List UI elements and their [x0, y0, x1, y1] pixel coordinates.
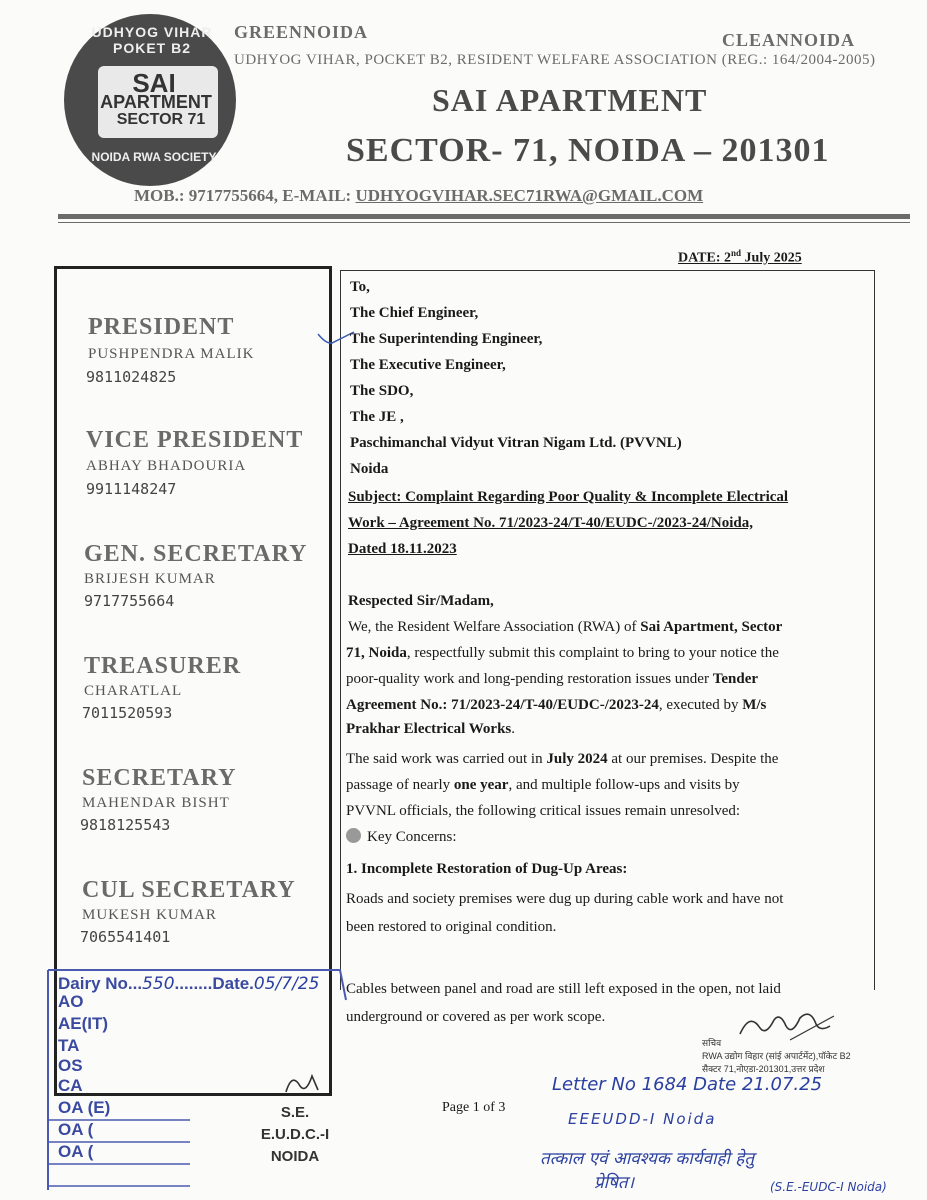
- paragraph-line: The said work was carried out in July 2024 at our premises. Despite the: [346, 751, 779, 767]
- contact-prefix: MOB.: 9717755664, E-MAIL:: [134, 186, 356, 205]
- bearer-phone: 9717755664: [84, 592, 175, 610]
- letter-to: To,: [350, 279, 370, 295]
- bearer-name: BRIJESH KUMAR: [84, 571, 216, 587]
- handwritten-letter-no: Letter No 1684 Date 21.07.25: [552, 1074, 823, 1095]
- key-concerns-heading: Key Concerns:: [346, 826, 457, 848]
- handwritten-remark: तत्काल एवं आवश्यक कार्यवाही हेतु: [540, 1149, 755, 1169]
- paragraph-line: Prakhar Electrical Works.: [346, 721, 516, 737]
- logo-ring-top-text: UDHYOG VIHAR POKET B2: [91, 24, 213, 56]
- se-seal-line3: NOIDA: [270, 1148, 320, 1165]
- paragraph-line: Agreement No.: 71/2023-24/T-40/EUDC-/2023-24, executed by M/s: [346, 697, 767, 713]
- subject-line: Subject: Complaint Regarding Poor Quality & Incomplete Electrical: [348, 489, 789, 505]
- header-rule-thick: [58, 214, 910, 219]
- recipient-line: The SDO,: [350, 383, 414, 399]
- subject-line: Work – Agreement No. 71/2023-24/T-40/EUDC-/2023-24/Noida,: [348, 515, 753, 531]
- bearer-phone: 9911148247: [86, 480, 177, 498]
- paragraph-line: been restored to original condition.: [346, 919, 557, 935]
- letterhead-title: SAI APARTMENT: [432, 82, 708, 118]
- bearer-name: ABHAY BHADOURIA: [86, 458, 247, 474]
- salutation: Respected Sir/Madam,: [348, 593, 494, 609]
- handwritten-remark-2: प्रेषित।: [594, 1173, 635, 1193]
- diary-number-line: Dairy No...550........Date.05/7/25: [58, 974, 320, 994]
- initials-icon: [282, 1068, 322, 1098]
- paragraph-line: PVVNL officials, the following critical issues remain unresolved:: [346, 803, 741, 819]
- signature-address: सैक्टर 71,नोएडा-201301,उत्तर प्रदेश: [702, 1064, 825, 1074]
- bearer-name: CHARATLAL: [84, 683, 183, 699]
- bearer-phone: 9818125543: [80, 816, 171, 834]
- bearer-phone: 7065541401: [80, 928, 171, 946]
- diary-row: AE(IT): [58, 1014, 109, 1033]
- signature-org: RWA उद्योग विहार (सांई अपार्टमेंट),पॉकेट B2: [702, 1051, 851, 1061]
- diary-row: OA (E): [58, 1098, 111, 1117]
- handwritten-office: EEEUDD-I Noida: [568, 1110, 717, 1128]
- paragraph-line: underground or covered as per work scope.: [346, 1009, 606, 1025]
- handwritten-designation: (S.E.-EUDC-I Noida): [770, 1180, 887, 1194]
- page-number: Page 1 of 3: [442, 1100, 506, 1115]
- bearer-name: PUSHPENDRA MALIK: [88, 346, 255, 362]
- paragraph-line: Roads and society premises were dug up during cable work and have not: [346, 891, 784, 907]
- right-slogan: CLEANNOIDA: [722, 30, 856, 50]
- diary-row: OA (: [58, 1142, 94, 1161]
- bearer-role: GEN. SECRETARY: [84, 541, 308, 567]
- recipient-line: Paschimanchal Vidyut Vitran Nigam Ltd. (PVVNL): [350, 435, 682, 451]
- bearer-role: SECRETARY: [82, 765, 237, 791]
- subject-line: Dated 18.11.2023: [348, 541, 457, 557]
- bullet-icon: [346, 828, 361, 843]
- bearer-role: PRESIDENT: [88, 314, 235, 340]
- left-slogan: GREENNOIDA: [234, 22, 369, 42]
- recipient-line: The JE ,: [350, 409, 404, 425]
- bearer-role: CUL SECRETARY: [82, 877, 296, 903]
- paragraph-line: poor-quality work and long-pending restoration issues under Tender: [346, 671, 759, 687]
- signature-icon: [730, 1006, 840, 1046]
- contact-line: [134, 186, 703, 206]
- bearer-name: MUKESH KUMAR: [82, 907, 217, 923]
- diary-row: OA (: [58, 1120, 94, 1139]
- diary-row: CA: [58, 1076, 83, 1095]
- logo-main-text: SAI: [132, 68, 176, 98]
- bearer-role: VICE PRESIDENT: [86, 427, 304, 453]
- paragraph-line: Cables between panel and road are still left exposed in the open, not laid: [346, 981, 781, 997]
- point-title: 1. Incomplete Restoration of Dug-Up Areas:: [346, 861, 628, 877]
- logo-line3: SECTOR 71: [116, 111, 206, 128]
- header-rule-thin: [58, 222, 910, 223]
- signature-title: सचिव: [702, 1038, 722, 1048]
- recipient-line: The Chief Engineer,: [350, 305, 479, 321]
- bearer-phone: 9811024825: [86, 368, 177, 386]
- letterhead-address: SECTOR- 71, NOIDA – 201301: [346, 132, 830, 169]
- logo-ring-bottom-text: NOIDA RWA SOCIETY: [91, 150, 217, 164]
- diary-row: AO: [58, 992, 84, 1011]
- bearer-name: MAHENDAR BISHT: [82, 795, 230, 811]
- recipient-line: Noida: [350, 461, 389, 477]
- email-link[interactable]: UDHYOGVIHAR.SEC71RWA@GMAIL.COM: [355, 186, 704, 205]
- se-seal-line1: S.E.: [280, 1104, 310, 1121]
- bearer-phone: 7011520593: [82, 704, 173, 722]
- diary-row: OS: [58, 1056, 83, 1075]
- se-seal-line2: E.U.D.C.-I: [260, 1126, 330, 1143]
- diary-row: TA: [58, 1036, 80, 1055]
- recipient-line: The Executive Engineer,: [350, 357, 506, 373]
- association-line: UDHYOG VIHAR, POCKET B2, RESIDENT WELFARE ASSOCIATION (REG.: 164/2004-2005): [234, 52, 876, 68]
- logo-line2: APARTMENT: [100, 92, 212, 112]
- recipient-line: The Superintending Engineer,: [350, 331, 543, 347]
- bearer-role: TREASURER: [84, 653, 242, 679]
- paragraph-line: passage of nearly one year, and multiple follow-ups and visits by: [346, 777, 740, 793]
- paragraph-line: 71, Noida, respectfully submit this complaint to bring to your notice the: [346, 645, 779, 661]
- paragraph-line: We, the Resident Welfare Association (RWA) of Sai Apartment, Sector: [348, 619, 783, 635]
- letter-date: DATE: 2nd July 2025: [678, 248, 802, 266]
